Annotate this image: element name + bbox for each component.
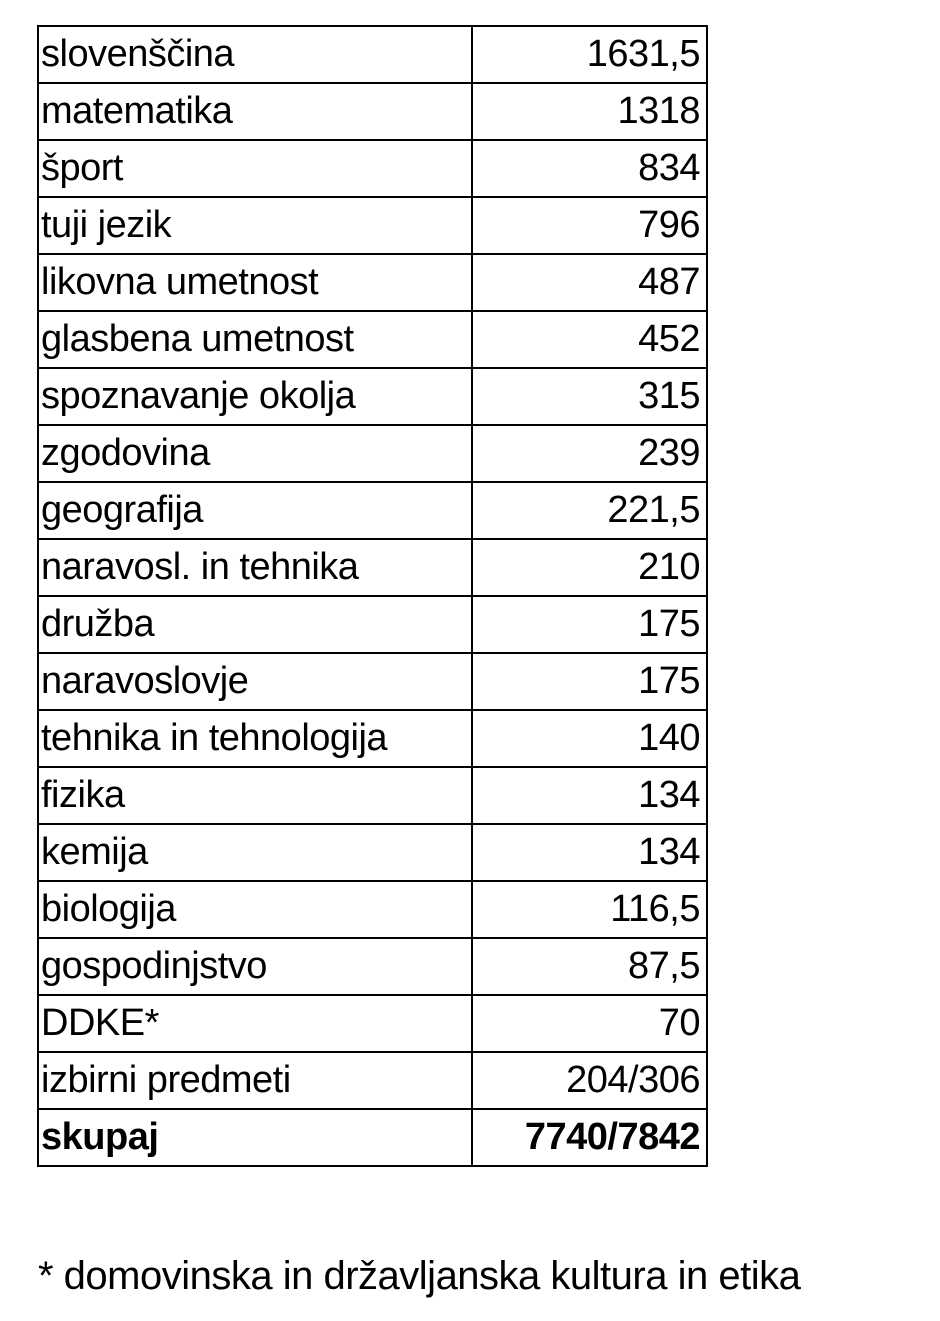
subject-cell: naravosl. in tehnika <box>38 539 472 596</box>
table-row <box>38 425 707 482</box>
hours-cell: 175 <box>472 653 707 710</box>
table-row <box>38 368 707 425</box>
hours-cell: 221,5 <box>472 482 707 539</box>
hours-cell: 239 <box>472 425 707 482</box>
hours-cell: 452 <box>472 311 707 368</box>
hours-cell: 87,5 <box>472 938 707 995</box>
subject-cell: kemija <box>38 824 472 881</box>
table-row <box>38 83 707 140</box>
table-row <box>38 995 707 1052</box>
subject-cell: DDKE* <box>38 995 472 1052</box>
subject-cell: fizika <box>38 767 472 824</box>
subject-cell: matematika <box>38 83 472 140</box>
subject-cell: družba <box>38 596 472 653</box>
table-row <box>38 140 707 197</box>
hours-cell: 487 <box>472 254 707 311</box>
subject-cell: glasbena umetnost <box>38 311 472 368</box>
table-row <box>38 482 707 539</box>
subject-hours-table <box>37 25 708 1167</box>
subject-cell: naravoslovje <box>38 653 472 710</box>
subject-cell: slovenščina <box>38 26 472 83</box>
table-body <box>38 26 707 1166</box>
table-row <box>38 596 707 653</box>
hours-cell: 134 <box>472 824 707 881</box>
subject-cell: izbirni predmeti <box>38 1052 472 1109</box>
subject-cell: biologija <box>38 881 472 938</box>
total-label: skupaj <box>38 1109 472 1166</box>
subject-cell: spoznavanje okolja <box>38 368 472 425</box>
table-row <box>38 938 707 995</box>
hours-cell: 210 <box>472 539 707 596</box>
hours-cell: 204/306 <box>472 1052 707 1109</box>
table-row <box>38 653 707 710</box>
table-row <box>38 197 707 254</box>
hours-cell: 140 <box>472 710 707 767</box>
subject-cell: šport <box>38 140 472 197</box>
table-row <box>38 767 707 824</box>
total-row <box>38 1109 707 1166</box>
hours-cell: 134 <box>472 767 707 824</box>
hours-cell: 834 <box>472 140 707 197</box>
table-row <box>38 311 707 368</box>
hours-cell: 116,5 <box>472 881 707 938</box>
footnote: * domovinska in državljanska kultura in etika <box>38 1254 801 1298</box>
subject-cell: zgodovina <box>38 425 472 482</box>
table-row <box>38 1052 707 1109</box>
hours-cell: 315 <box>472 368 707 425</box>
subject-cell: geografija <box>38 482 472 539</box>
subject-cell: tuji jezik <box>38 197 472 254</box>
table-row <box>38 539 707 596</box>
table-row <box>38 824 707 881</box>
table-row <box>38 710 707 767</box>
hours-cell: 70 <box>472 995 707 1052</box>
hours-cell: 1631,5 <box>472 26 707 83</box>
hours-cell: 175 <box>472 596 707 653</box>
table-row <box>38 26 707 83</box>
table-row <box>38 881 707 938</box>
hours-cell: 796 <box>472 197 707 254</box>
subject-cell: likovna umetnost <box>38 254 472 311</box>
table-row <box>38 254 707 311</box>
subject-cell: gospodinjstvo <box>38 938 472 995</box>
subject-cell: tehnika in tehnologija <box>38 710 472 767</box>
hours-cell: 1318 <box>472 83 707 140</box>
total-value: 7740/7842 <box>472 1109 707 1166</box>
